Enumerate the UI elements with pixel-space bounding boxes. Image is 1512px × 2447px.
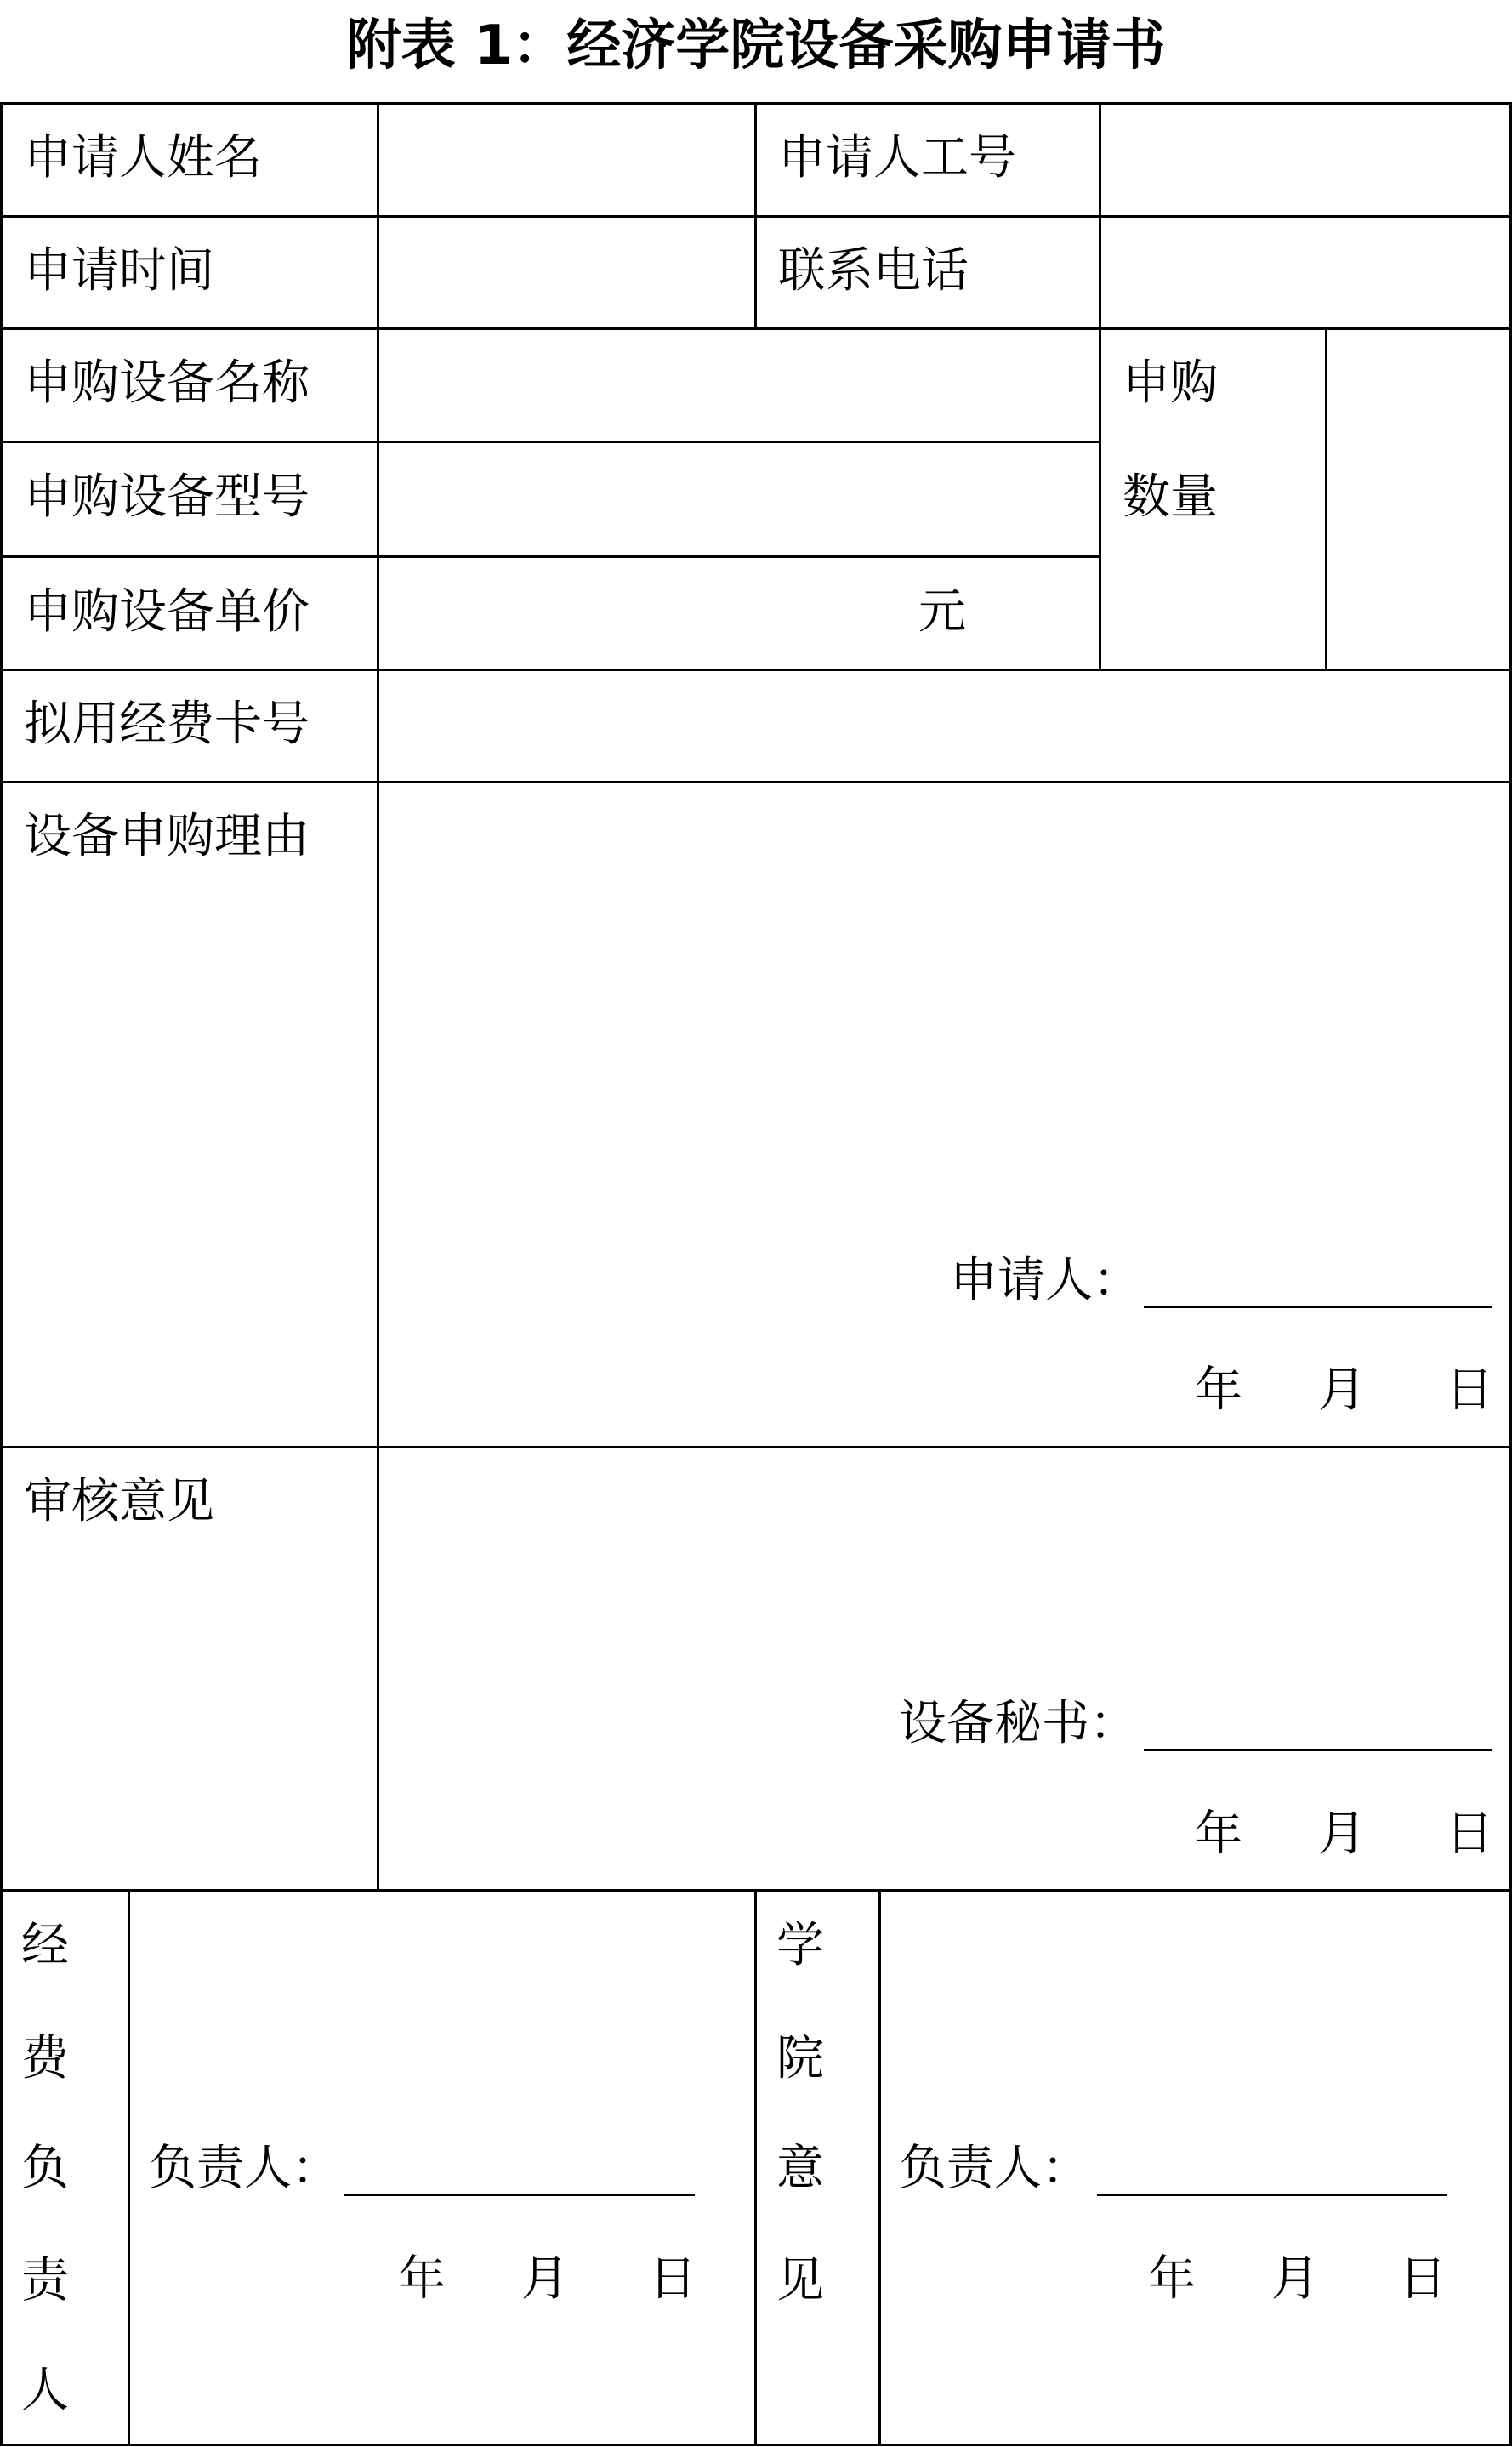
- fund-owner-char: 费: [21, 2031, 69, 2086]
- college-signature-line[interactable]: [1097, 2194, 1447, 2196]
- college-opinion-char: 学: [776, 1918, 824, 1973]
- reason-year: 年: [1195, 1363, 1242, 1418]
- reason-field[interactable]: [379, 783, 1509, 1260]
- secretary-sign-label: 设备秘书：: [899, 1696, 1137, 1751]
- applicant-signature-line[interactable]: [1144, 1306, 1492, 1308]
- college-opinion-char: 见: [776, 2253, 824, 2308]
- fund-owner-char: 人: [21, 2363, 69, 2418]
- device-model-field[interactable]: [379, 443, 1099, 555]
- review-year: 年: [1195, 1807, 1242, 1862]
- applicant-name-field[interactable]: [379, 105, 754, 215]
- review-field[interactable]: [379, 1448, 1509, 1704]
- fund-owner-month: 月: [521, 2251, 569, 2307]
- fund-card-field[interactable]: [379, 671, 1509, 781]
- college-month: 月: [1271, 2251, 1319, 2307]
- applicant-name-label: 申请人姓名: [24, 130, 262, 185]
- fund-owner-sign-label: 负责人：: [149, 2141, 339, 2196]
- secretary-signature-line[interactable]: [1144, 1749, 1492, 1751]
- applicant-id-label: 申请人工号: [778, 130, 1016, 185]
- college-opinion-char: 意: [776, 2141, 824, 2196]
- column-divider: [754, 102, 757, 330]
- college-year: 年: [1148, 2251, 1196, 2307]
- table-border-left: [0, 102, 3, 2446]
- quantity-label-line1: 申购: [1123, 356, 1218, 411]
- device-price-label: 申购设备单价: [24, 584, 310, 640]
- reason-month: 月: [1318, 1363, 1366, 1418]
- fund-owner-char: 责: [21, 2253, 69, 2308]
- applicant-id-field[interactable]: [1101, 105, 1509, 215]
- phone-field[interactable]: [1101, 218, 1509, 327]
- device-model-label: 申购设备型号: [24, 469, 310, 525]
- apply-time-field[interactable]: [379, 218, 754, 327]
- page-title: 附表 1：经济学院设备采购申请书: [346, 14, 1166, 77]
- review-month: 月: [1318, 1807, 1366, 1862]
- apply-time-label: 申请时间: [24, 243, 214, 299]
- column-divider: [878, 1889, 881, 2446]
- fund-owner-char: 负: [21, 2141, 69, 2196]
- review-day: 日: [1446, 1807, 1493, 1862]
- device-name-label: 申购设备名称: [24, 356, 310, 411]
- college-opinion-char: 院: [776, 2031, 824, 2086]
- device-name-field[interactable]: [379, 330, 1099, 441]
- quantity-label-line2: 数量: [1123, 469, 1218, 525]
- fund-card-label: 拟用经费卡号: [24, 697, 310, 752]
- fund-owner-char: 经: [21, 1918, 69, 1973]
- reason-day: 日: [1446, 1363, 1493, 1418]
- review-label: 审核意见: [24, 1474, 214, 1529]
- fund-owner-day: 日: [649, 2251, 696, 2307]
- phone-label: 联系电话: [778, 243, 969, 299]
- reason-label: 设备申购理由: [24, 809, 310, 864]
- column-divider: [754, 1889, 757, 2446]
- price-unit: 元: [918, 584, 966, 640]
- fund-owner-signature-line[interactable]: [344, 2194, 695, 2196]
- quantity-field[interactable]: [1327, 330, 1509, 669]
- college-day: 日: [1399, 2251, 1447, 2307]
- fund-owner-year: 年: [398, 2251, 446, 2307]
- college-sign-label: 负责人：: [899, 2141, 1089, 2196]
- device-price-field[interactable]: [379, 558, 890, 669]
- column-divider: [128, 1889, 130, 2446]
- applicant-sign-label: 申请人：: [950, 1253, 1140, 1308]
